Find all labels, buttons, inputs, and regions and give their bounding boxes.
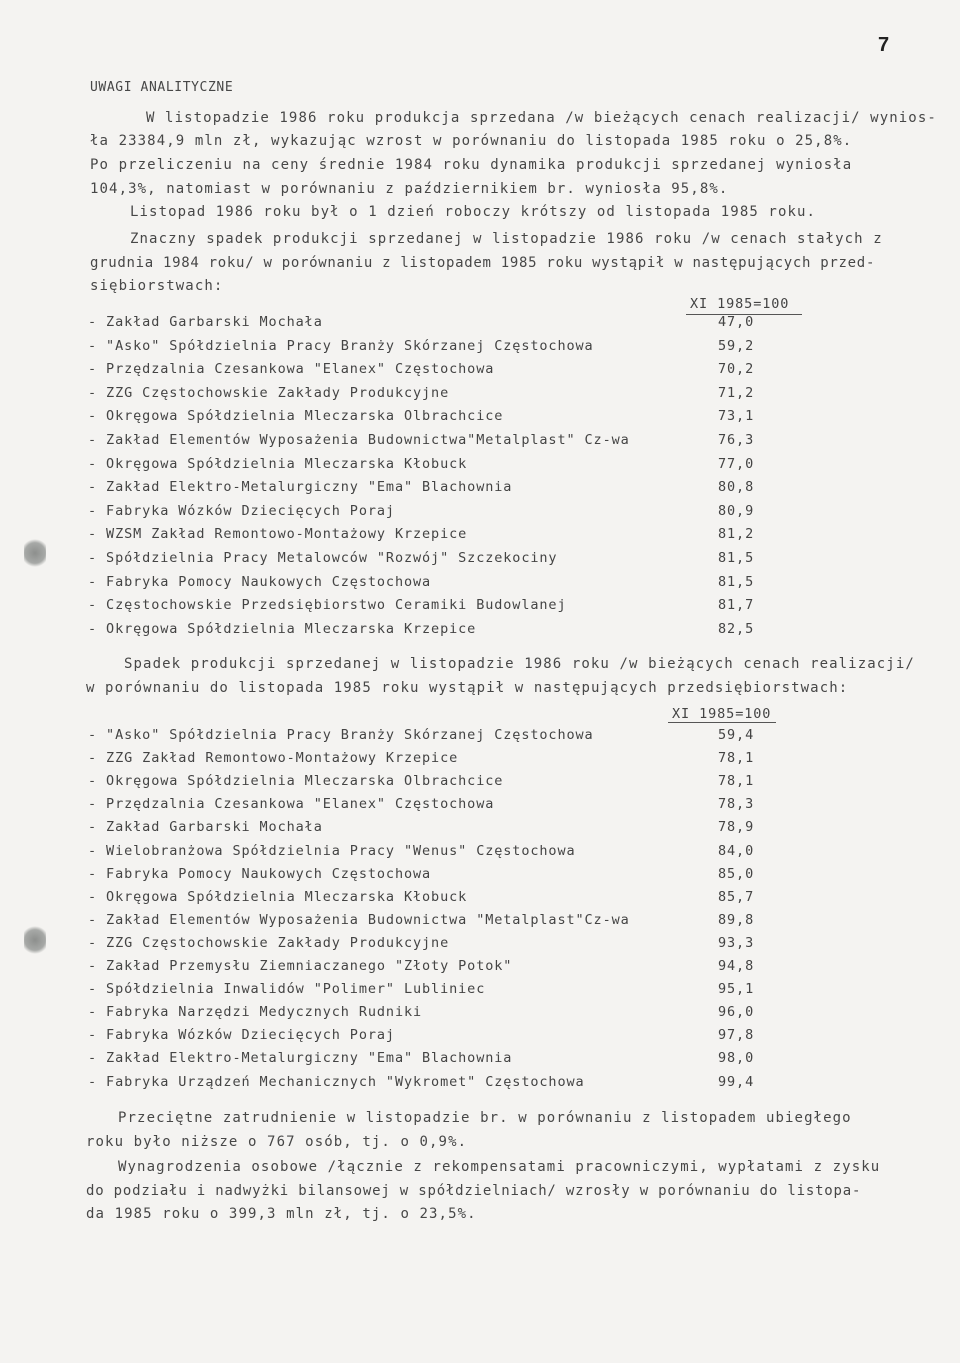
enterprise-name: - Częstochowskie Przedsiębiorstwo Ceramiki Budowlanej (88, 597, 567, 614)
index-value: 89,8 (718, 911, 755, 928)
paragraph-line: Spadek produkcji sprzedanej w listopadzie 1986 roku /w bieżących cenach realizacji/ (124, 656, 915, 672)
paragraph-line: do podziału i nadwyżki bilansowej w spółdzielniach/ wzrosły w porównaniu do listopa- (86, 1183, 862, 1199)
index-value: 59,4 (718, 727, 755, 743)
table-row (88, 773, 788, 793)
enterprise-name: - Zakład Garbarski Mochała (88, 314, 323, 330)
table-row (88, 935, 788, 955)
index-value: 94,8 (718, 958, 755, 974)
table-row (88, 727, 788, 747)
paragraph-line: Przeciętne zatrudnienie w listopadzie br. w porównaniu z listopadem ubiegłego (118, 1110, 852, 1126)
binding-hole-upper (24, 538, 46, 568)
index-value: 80,9 (718, 502, 755, 519)
binding-hole-lower (24, 925, 46, 955)
table-row (88, 385, 788, 405)
enterprise-name: - Okręgowa Spółdzielnia Mleczarska Kłobuck (88, 455, 468, 472)
table-row (88, 432, 788, 452)
enterprise-name: - Spółdzielnia Pracy Metalowców "Rozwój" Szczekociny (88, 550, 558, 566)
table-row (88, 958, 788, 978)
index-value: 76,3 (718, 432, 755, 448)
section-heading: UWAGI ANALITYCZNE (90, 80, 234, 95)
enterprise-name: - Fabryka Urządzeń Mechanicznych "Wykromet" Częstochowa (88, 1073, 585, 1090)
index-value: 47,0 (718, 314, 755, 330)
table-row (88, 526, 788, 546)
table-row (88, 889, 788, 909)
paragraph-line: siębiorstwach: (90, 278, 224, 294)
paragraph-line: Wynagrodzenia osobowe /łącznie z rekompensatami pracowniczymi, wypłatami z zysku (118, 1159, 881, 1175)
index-value: 81,5 (718, 550, 755, 566)
enterprise-name: - Zakład Elektro-Metalurgiczny "Ema" Blachownia (88, 479, 513, 496)
index-value: 80,8 (718, 479, 755, 496)
table-row (88, 361, 788, 381)
enterprise-name: - Zakład Elementów Wyposażenia Budownictwa "Metalplast"Cz-wa (88, 911, 630, 928)
enterprise-name: - Fabryka Pomocy Naukowych Częstochowa (88, 865, 432, 882)
index-value: 81,5 (718, 573, 755, 590)
table-row (88, 503, 788, 523)
enterprise-name: - Fabryka Wózków Dziecięcych Poraj (88, 502, 395, 519)
enterprise-name: - ZZG Częstochowskie Zakłady Produkcyjne (88, 384, 450, 401)
enterprise-name: - Zakład Garbarski Mochała (88, 819, 323, 836)
table2-column-header: XI 1985=100 (672, 706, 772, 722)
paragraph-line: 104,3%, natomiast w porównaniu z październikiem br. wyniosła 95,8%. (90, 181, 729, 197)
enterprise-name: - Fabryka Wózków Dziecięcych Poraj (88, 1027, 395, 1044)
enterprise-name: - Okręgowa Spółdzielnia Mleczarska Kłobuck (88, 888, 468, 905)
enterprise-name: - Zakład Przemysłu Ziemniaczanego "Złoty Potok" (88, 958, 513, 974)
index-value: 85,7 (718, 888, 755, 905)
table-row (88, 550, 788, 570)
index-value: 93,3 (718, 934, 755, 951)
index-value: 81,2 (718, 526, 755, 543)
index-value: 78,1 (718, 750, 755, 767)
paragraph-line: w porównaniu do listopada 1985 roku wystąpił w następujących przedsiębiorstwach: (86, 680, 849, 696)
index-value: 85,0 (718, 865, 755, 882)
index-value: 59,2 (718, 337, 755, 354)
index-value: 73,1 (718, 408, 755, 425)
table-row (88, 750, 788, 770)
paragraph-line: Listopad 1986 roku był o 1 dzień roboczy krótszy od listopada 1985 roku. (130, 204, 817, 220)
table-row (88, 338, 788, 358)
enterprise-name: - Spółdzielnia Inwalidów "Polimer" Lubliniec (88, 981, 486, 998)
page-number: 7 (878, 34, 890, 56)
table-row (88, 912, 788, 932)
index-value: 99,4 (718, 1073, 755, 1090)
index-value: 77,0 (718, 455, 755, 472)
table-row (88, 314, 788, 334)
enterprise-name: - "Asko" Spółdzielnia Pracy Branży Skórzanej Częstochowa (88, 337, 594, 354)
table-row (88, 621, 788, 641)
enterprise-name: - "Asko" Spółdzielnia Pracy Branży Skórzanej Częstochowa (88, 727, 594, 743)
table1-column-header: XI 1985=100 (690, 296, 790, 312)
enterprise-name: - Przędzalnia Czesankowa "Elanex" Częstochowa (88, 361, 495, 378)
index-value: 71,2 (718, 384, 755, 401)
enterprise-name: - WZSM Zakład Remontowo-Montażowy Krzepice (88, 526, 468, 543)
paragraph-line: Po przeliczeniu na ceny średnie 1984 roku dynamika produkcji sprzedanej wyniosła (90, 157, 853, 173)
paragraph-line: grudnia 1984 roku/ w porównaniu z listopadem 1985 roku wystąpił w następujących przed- (90, 255, 876, 271)
table-row (88, 574, 788, 594)
index-value: 84,0 (718, 842, 755, 859)
enterprise-name: - Zakład Elektro-Metalurgiczny "Ema" Blachownia (88, 1050, 513, 1067)
index-value: 97,8 (718, 1027, 755, 1044)
table-row (88, 479, 788, 499)
index-value: 98,0 (718, 1050, 755, 1067)
index-value: 82,5 (718, 620, 755, 637)
table-row (88, 597, 788, 617)
table-row (88, 981, 788, 1001)
paragraph-line: roku było niższe o 767 osób, tj. o 0,9%. (86, 1134, 468, 1150)
enterprise-name: - Fabryka Narzędzi Medycznych Rudniki (88, 1004, 423, 1021)
table-row (88, 1027, 788, 1047)
table-row (88, 1004, 788, 1024)
table-row (88, 1074, 788, 1094)
paragraph-line: Znaczny spadek produkcji sprzedanej w listopadzie 1986 roku /w cenach stałych z (130, 231, 883, 247)
enterprise-name: - ZZG Częstochowskie Zakłady Produkcyjne (88, 934, 450, 951)
index-value: 78,3 (718, 796, 755, 813)
enterprise-name: - Okręgowa Spółdzielnia Mleczarska Krzepice (88, 620, 477, 637)
enterprise-name: - Przędzalnia Czesankowa "Elanex" Częstochowa (88, 796, 495, 813)
table-row (88, 866, 788, 886)
index-value: 95,1 (718, 981, 755, 998)
table-row (88, 819, 788, 839)
table-row (88, 456, 788, 476)
paragraph-line: W listopadzie 1986 roku produkcja sprzedana /w bieżących cenach realizacji/ wynios- (146, 110, 937, 126)
enterprise-name: - Fabryka Pomocy Naukowych Częstochowa (88, 573, 432, 590)
table2-header-rule (668, 722, 776, 723)
paragraph-line: da 1985 roku o 399,3 mln zł, tj. o 23,5%. (86, 1206, 477, 1222)
enterprise-name: - Okręgowa Spółdzielnia Mleczarska Olbrachcice (88, 408, 504, 425)
enterprise-name: - Zakład Elementów Wyposażenia Budownictwa"Metalplast" Cz-wa (88, 432, 630, 448)
index-value: 81,7 (718, 597, 755, 614)
index-value: 78,1 (718, 773, 755, 790)
table-row (88, 408, 788, 428)
index-value: 96,0 (718, 1004, 755, 1021)
enterprise-name: - Okręgowa Spółdzielnia Mleczarska Olbrachcice (88, 773, 504, 790)
enterprise-name: - ZZG Zakład Remontowo-Montażowy Krzepice (88, 750, 459, 767)
table-row (88, 796, 788, 816)
table-row (88, 843, 788, 863)
paragraph-line: ła 23384,9 mln zł, wykazując wzrost w porównaniu do listopada 1985 roku o 25,8%. (90, 133, 853, 149)
index-value: 78,9 (718, 819, 755, 836)
table-row (88, 1050, 788, 1070)
enterprise-name: - Wielobranżowa Spółdzielnia Pracy "Wenus" Częstochowa (88, 842, 576, 859)
index-value: 70,2 (718, 361, 755, 378)
